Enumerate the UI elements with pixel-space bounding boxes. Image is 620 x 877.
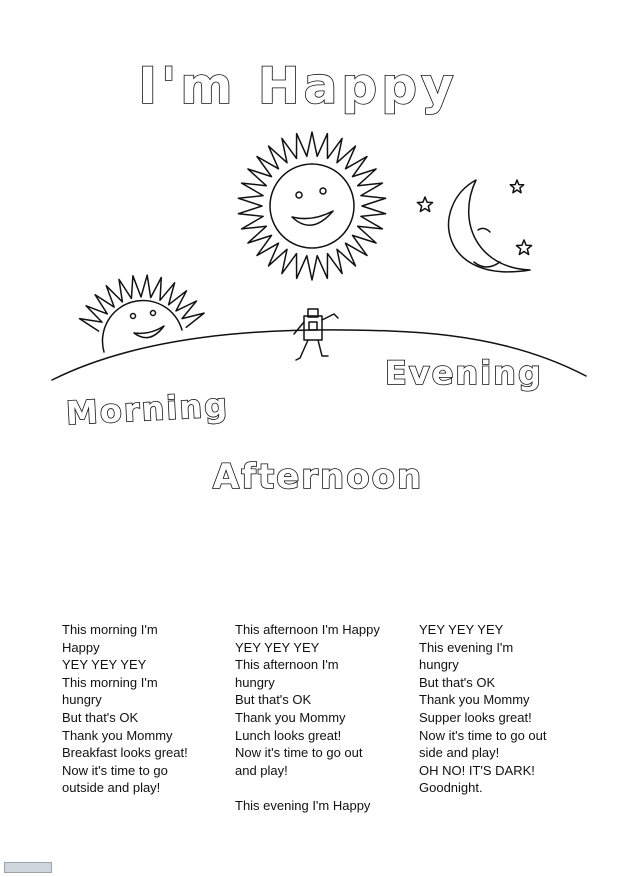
lyric-line: hungry [62, 692, 102, 708]
lyric-line: Goodnight. [419, 780, 483, 796]
sun-icon [238, 132, 385, 280]
lyric-line: This evening I'm [419, 639, 514, 655]
moon-icon [449, 180, 530, 272]
title-evening: Evening [385, 354, 543, 392]
title-im-happy: I'm Happy [138, 57, 458, 115]
lyric-line: This evening I'm Happy [235, 797, 371, 813]
lyric-line: Happy [62, 639, 100, 655]
lyric-line: Supper looks great! [419, 709, 532, 725]
publisher-logo [4, 862, 52, 873]
lyric-line: Thank you Mommy [235, 709, 346, 725]
lyric-line: Lunch looks great! [235, 727, 342, 743]
lyrics-column-evening [419, 621, 546, 797]
lyric-line: Now it's time to go [62, 762, 168, 778]
lyric-line: hungry [419, 657, 459, 673]
title-afternoon: Afternoon [212, 457, 424, 497]
robot-icon [294, 309, 338, 360]
title-morning: Morning [65, 385, 230, 433]
lyric-line: side and play! [419, 745, 500, 761]
lyric-line: This afternoon I'm Happy [235, 622, 380, 637]
lyric-line: This afternoon I'm [235, 657, 339, 673]
lyric-line: This morning I'm [62, 674, 158, 690]
lyric-line: But that's OK [235, 692, 312, 708]
lyric-line: Now it's time to go out [235, 745, 363, 761]
star-icon [417, 180, 531, 255]
lyrics-column-morning [62, 621, 188, 797]
lyric-line: But that's OK [62, 709, 139, 725]
lyric-line: Thank you Mommy [419, 692, 530, 708]
lyric-line: and play! [235, 762, 288, 778]
lyric-line: OH NO! IT'S DARK! [419, 762, 535, 778]
lyric-line: YEY YEY YEY [235, 639, 320, 655]
lyric-line: Breakfast looks great! [62, 745, 188, 761]
lyric-line: This morning I'm [62, 622, 158, 637]
lyrics-column-afternoon [235, 621, 380, 815]
lyric-line: outside and play! [62, 780, 161, 796]
lyric-line: Now it's time to go out [419, 727, 547, 743]
stanza-gap [235, 779, 380, 797]
lyric-line: But that's OK [419, 674, 496, 690]
lyric-line: YEY YEY YEY [62, 657, 147, 673]
lyric-line: hungry [235, 674, 275, 690]
lyric-line: Thank you Mommy [62, 727, 173, 743]
lyric-line: YEY YEY YEY [419, 622, 504, 637]
